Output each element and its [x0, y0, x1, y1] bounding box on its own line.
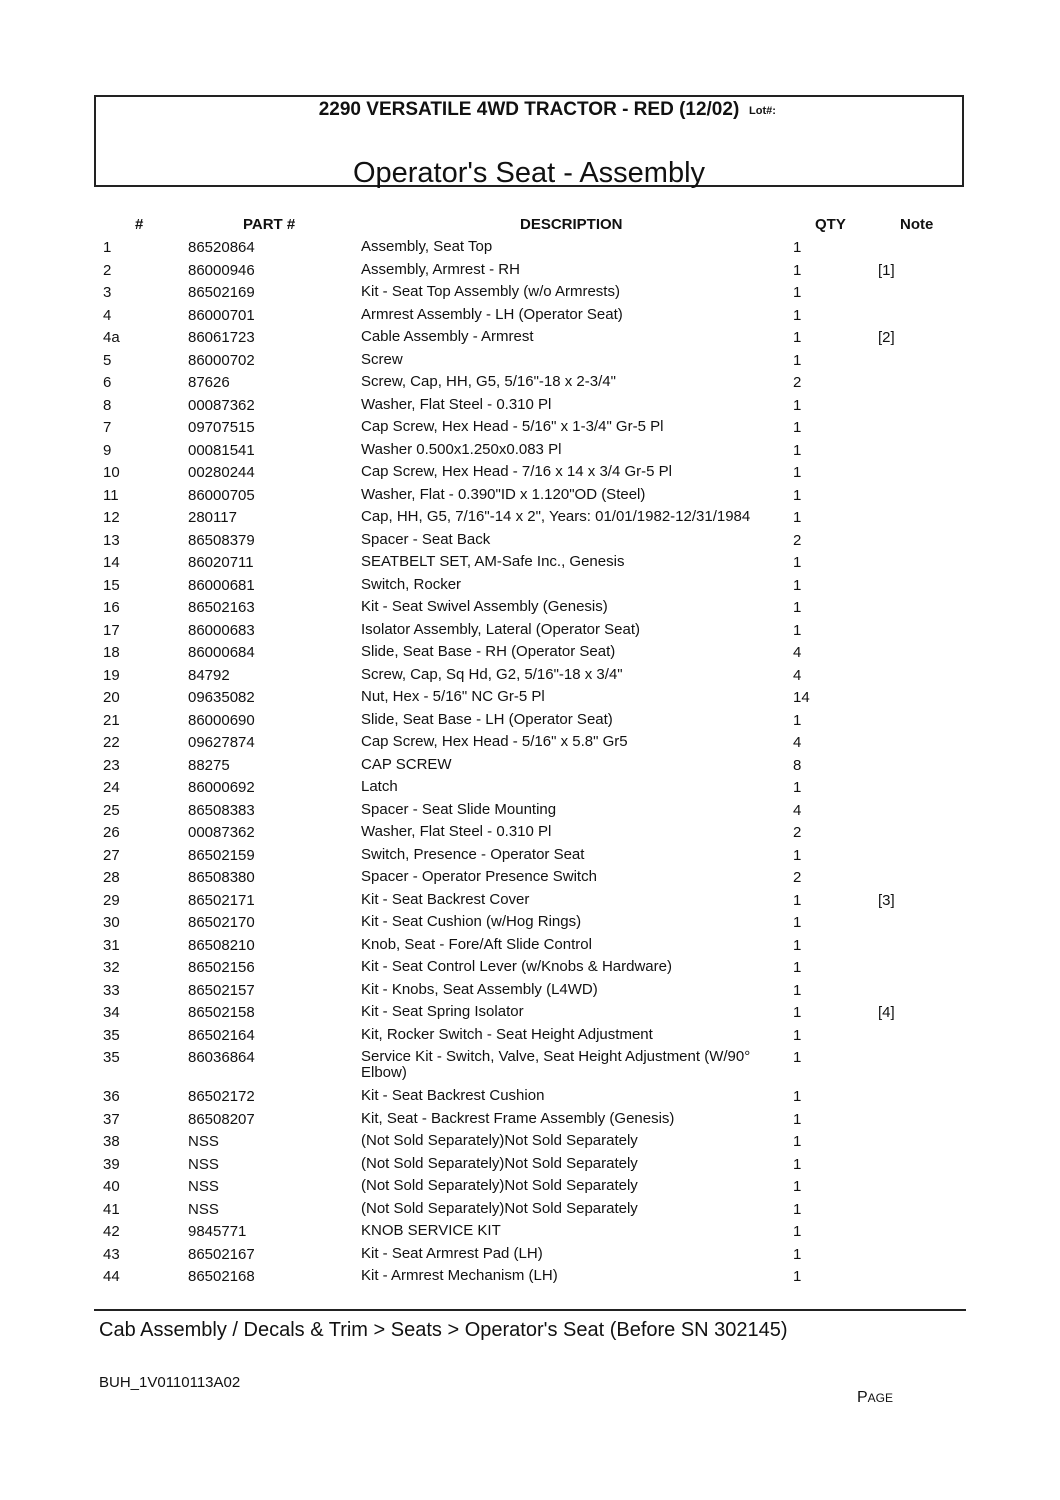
quantity: 1 [793, 396, 802, 414]
part-number: 86502164 [188, 1026, 255, 1044]
description: Nut, Hex - 5/16" NC Gr-5 Pl [361, 688, 545, 705]
description: Switch, Rocker [361, 575, 462, 593]
quantity: 1 [793, 284, 802, 301]
quantity: 1 [793, 1178, 802, 1195]
quantity: 1 [793, 1245, 802, 1263]
part-number: 86502156 [188, 959, 255, 976]
part-number: 00087362 [188, 824, 255, 841]
description: (Not Sold Separately)Not Sold Separately [361, 1177, 638, 1194]
quantity: 4 [793, 666, 802, 684]
part-number: 86502163 [188, 599, 255, 616]
lot-label: Lot#: [749, 105, 776, 117]
quantity: 1 [793, 486, 802, 504]
item-number: 26 [103, 824, 120, 841]
part-number: 86020711 [188, 554, 254, 571]
description: Knob, Seat - Fore/Aft Slide Control [361, 935, 592, 953]
description: Washer, Flat Steel - 0.310 Pl [361, 395, 552, 413]
item-number: 10 [103, 464, 120, 481]
item-number: 3 [103, 284, 112, 301]
description: Spacer - Seat Back [361, 530, 491, 548]
quantity: 1 [793, 1088, 802, 1105]
description: Washer 0.500x1.250x0.083 Pl [361, 440, 562, 458]
description: Kit, Rocker Switch - Seat Height Adjustment [361, 1025, 653, 1043]
description: Kit - Seat Armrest Pad (LH) [361, 1244, 543, 1262]
quantity: 1 [793, 351, 802, 369]
part-number: 280117 [188, 509, 237, 526]
quantity: 1 [793, 1268, 802, 1285]
quantity: 1 [793, 1110, 802, 1128]
quantity: 1 [793, 981, 802, 999]
part-number: 09707515 [188, 419, 255, 436]
item-number: 27 [103, 846, 120, 864]
item-number: 30 [103, 914, 120, 931]
description: Spacer - Operator Presence Switch [361, 868, 597, 885]
part-number: 88275 [188, 756, 230, 774]
quantity: 4 [793, 644, 802, 661]
quantity: 1 [793, 239, 802, 256]
quantity: 1 [793, 306, 802, 324]
description: Kit - Seat Top Assembly (w/o Armrests) [361, 283, 620, 300]
column-header-note: Note [900, 216, 934, 233]
description: Washer, Flat - 0.390"ID x 1.120"OD (Steel) [361, 485, 646, 503]
part-number: 86508380 [188, 869, 255, 886]
description: Cap Screw, Hex Head - 5/16" x 5.8" Gr5 [361, 733, 628, 750]
part-number: NSS [188, 1200, 219, 1218]
quantity: 1 [793, 1155, 802, 1173]
item-number: 36 [103, 1088, 120, 1105]
item-number: 13 [103, 531, 120, 549]
quantity: 4 [793, 801, 802, 819]
part-number: 86036864 [188, 1049, 255, 1066]
part-number: 87626 [188, 374, 230, 391]
description: KNOB SERVICE KIT [361, 1222, 501, 1239]
item-number: 20 [103, 689, 120, 706]
item-number: 23 [103, 756, 120, 774]
quantity: 1 [793, 329, 802, 346]
description: CAP SCREW [361, 755, 452, 773]
quantity: 1 [793, 1200, 802, 1218]
description: Slide, Seat Base - LH (Operator Seat) [361, 710, 613, 728]
part-number: 86502172 [188, 1088, 255, 1105]
column-header-num: # [135, 216, 144, 233]
item-number: 21 [103, 711, 120, 729]
part-number: 86520864 [188, 239, 255, 256]
part-number: NSS [188, 1178, 219, 1195]
item-number: 44 [103, 1268, 120, 1285]
part-number: 00280244 [188, 464, 255, 481]
item-number: 35 [103, 1026, 120, 1044]
quantity: 1 [793, 419, 802, 436]
header-box [94, 95, 964, 187]
part-number: 9845771 [188, 1223, 247, 1240]
page-label-rest: AGE [867, 1391, 894, 1405]
item-number: 40 [103, 1178, 120, 1195]
description: Kit, Seat - Backrest Frame Assembly (Genesis) [361, 1109, 675, 1127]
quantity: 1 [793, 441, 802, 459]
part-number: 86502170 [188, 914, 255, 931]
description: Assembly, Seat Top [361, 238, 493, 255]
description: Switch, Presence - Operator Seat [361, 845, 585, 863]
part-number: 86000702 [188, 351, 255, 369]
description: Kit - Armrest Mechanism (LH) [361, 1267, 558, 1284]
item-number: 43 [103, 1245, 120, 1263]
quantity: 1 [793, 891, 802, 909]
part-number: 86502158 [188, 1004, 255, 1021]
footer-divider [94, 1309, 966, 1311]
description: Screw, Cap, Sq Hd, G2, 5/16"-18 x 3/4" [361, 665, 623, 683]
description: Kit - Seat Control Lever (w/Knobs & Hardware) [361, 958, 672, 975]
part-number: 86000683 [188, 621, 255, 639]
part-number: 86508379 [188, 531, 255, 549]
item-number: 8 [103, 396, 112, 414]
quantity: 1 [793, 846, 802, 864]
description: Kit - Knobs, Seat Assembly (L4WD) [361, 980, 598, 998]
quantity: 4 [793, 734, 802, 751]
description: Screw, Cap, HH, G5, 5/16"-18 x 2-3/4" [361, 373, 616, 390]
document-code: BUH_1V0110113A02 [99, 1374, 241, 1391]
part-number: 00081541 [188, 441, 255, 459]
part-number: 86000705 [188, 486, 255, 504]
item-number: 42 [103, 1223, 120, 1240]
description: (Not Sold Separately)Not Sold Separately [361, 1154, 638, 1172]
item-number: 29 [103, 891, 120, 909]
quantity: 1 [793, 959, 802, 976]
note: [3] [878, 891, 895, 909]
part-number: 86502168 [188, 1268, 255, 1285]
part-number: 86000692 [188, 779, 255, 796]
quantity: 1 [793, 779, 802, 796]
quantity: 8 [793, 756, 802, 774]
page-label [857, 1389, 893, 1407]
part-number: 86502171 [188, 891, 255, 909]
quantity: 1 [793, 1133, 802, 1150]
description: (Not Sold Separately)Not Sold Separately [361, 1199, 638, 1217]
description: Kit - Seat Backrest Cover [361, 890, 530, 908]
item-number: 34 [103, 1004, 120, 1021]
quantity: 2 [793, 869, 802, 886]
quantity: 1 [793, 1049, 802, 1066]
item-number: 28 [103, 869, 120, 886]
part-number: 86000690 [188, 711, 255, 729]
quantity: 1 [793, 599, 802, 616]
description: Screw [361, 350, 403, 368]
description: Cap Screw, Hex Head - 7/16 x 14 x 3/4 Gr-5 Pl [361, 463, 672, 480]
part-number: 09635082 [188, 689, 255, 706]
note: [1] [878, 261, 895, 279]
part-number: 86000701 [188, 306, 255, 324]
column-header-qty: QTY [815, 216, 846, 233]
part-number: 86061723 [188, 329, 255, 346]
item-number: 39 [103, 1155, 120, 1173]
description: Kit - Seat Swivel Assembly (Genesis) [361, 598, 608, 615]
part-number: NSS [188, 1155, 219, 1173]
item-number: 5 [103, 351, 112, 369]
quantity: 1 [793, 1026, 802, 1044]
description: (Not Sold Separately)Not Sold Separately [361, 1132, 638, 1149]
column-header-description: DESCRIPTION [520, 216, 623, 233]
item-number: 14 [103, 554, 120, 571]
quantity: 1 [793, 554, 802, 571]
quantity: 1 [793, 621, 802, 639]
part-number: 86502159 [188, 846, 255, 864]
part-number: NSS [188, 1133, 219, 1150]
quantity: 1 [793, 464, 802, 481]
item-number: 12 [103, 509, 120, 526]
note: [4] [878, 1004, 895, 1021]
item-number: 38 [103, 1133, 120, 1150]
item-number: 11 [103, 486, 119, 504]
item-number: 4 [103, 306, 112, 324]
part-number: 86508207 [188, 1110, 255, 1128]
page-title: Operator's Seat - Assembly [352, 157, 706, 189]
description: Cap Screw, Hex Head - 5/16" x 1-3/4" Gr-5 Pl [361, 418, 664, 435]
item-number: 9 [103, 441, 112, 459]
description: Service Kit - Switch, Valve, Seat Height Adjustment (W/90° Elbow) [361, 1048, 751, 1081]
description: Slide, Seat Base - RH (Operator Seat) [361, 643, 616, 660]
part-number: 86000946 [188, 261, 255, 279]
quantity: 1 [793, 914, 802, 931]
quantity: 1 [793, 576, 802, 594]
item-number: 37 [103, 1110, 120, 1128]
quantity: 1 [793, 261, 802, 279]
item-number: 6 [103, 374, 112, 391]
item-number: 17 [103, 621, 120, 639]
description: Latch [361, 778, 398, 795]
part-number: 00087362 [188, 396, 255, 414]
item-number: 2 [103, 261, 112, 279]
item-number: 33 [103, 981, 120, 999]
item-number: 1 [103, 239, 112, 256]
item-number: 31 [103, 936, 120, 954]
item-number: 18 [103, 644, 120, 661]
model-title: 2290 VERSATILE 4WD TRACTOR - RED (12/02) [318, 99, 740, 120]
part-number: 84792 [188, 666, 230, 684]
breadcrumb: Cab Assembly / Decals & Trim > Seats > Operator's Seat (Before SN 302145) [99, 1319, 788, 1341]
part-number: 86508210 [188, 936, 255, 954]
description: Isolator Assembly, Lateral (Operator Seat) [361, 620, 641, 638]
item-number: 24 [103, 779, 120, 796]
part-number: 86502169 [188, 284, 255, 301]
column-header-part: PART # [243, 216, 296, 233]
description: Spacer - Seat Slide Mounting [361, 800, 557, 818]
quantity: 1 [793, 711, 802, 729]
item-number: 15 [103, 576, 120, 594]
part-number: 86502167 [188, 1245, 255, 1263]
item-number: 32 [103, 959, 120, 976]
item-number: 22 [103, 734, 120, 751]
description: Washer, Flat Steel - 0.310 Pl [361, 823, 552, 840]
page-label-initial: P [857, 1389, 868, 1406]
part-number: 86502157 [188, 981, 255, 999]
item-number: 4a [103, 329, 120, 346]
part-number: 86000684 [188, 644, 255, 661]
description: Armrest Assembly - LH (Operator Seat) [361, 305, 623, 323]
description: Kit - Seat Cushion (w/Hog Rings) [361, 913, 582, 930]
item-number: 7 [103, 419, 112, 436]
quantity: 1 [793, 1223, 802, 1240]
quantity: 1 [793, 509, 802, 526]
item-number: 16 [103, 599, 120, 616]
part-number: 09627874 [188, 734, 255, 751]
quantity: 1 [793, 1004, 802, 1021]
quantity: 2 [793, 531, 802, 549]
description: Cap, HH, G5, 7/16"-14 x 2", Years: 01/01/1982-12/31/1984 [361, 508, 751, 525]
description: Kit - Seat Spring Isolator [361, 1003, 524, 1020]
note: [2] [878, 329, 895, 346]
description: Kit - Seat Backrest Cushion [361, 1087, 545, 1104]
item-number: 41 [103, 1200, 120, 1218]
description: Assembly, Armrest - RH [361, 260, 520, 278]
description: SEATBELT SET, AM-Safe Inc., Genesis [361, 553, 625, 570]
description: Cable Assembly - Armrest [361, 328, 534, 345]
part-number: 86508383 [188, 801, 255, 819]
quantity: 14 [793, 689, 810, 706]
quantity: 2 [793, 374, 802, 391]
item-number: 19 [103, 666, 120, 684]
item-number: 25 [103, 801, 120, 819]
quantity: 1 [793, 936, 802, 954]
quantity: 2 [793, 824, 802, 841]
item-number: 35 [103, 1049, 120, 1066]
part-number: 86000681 [188, 576, 255, 594]
